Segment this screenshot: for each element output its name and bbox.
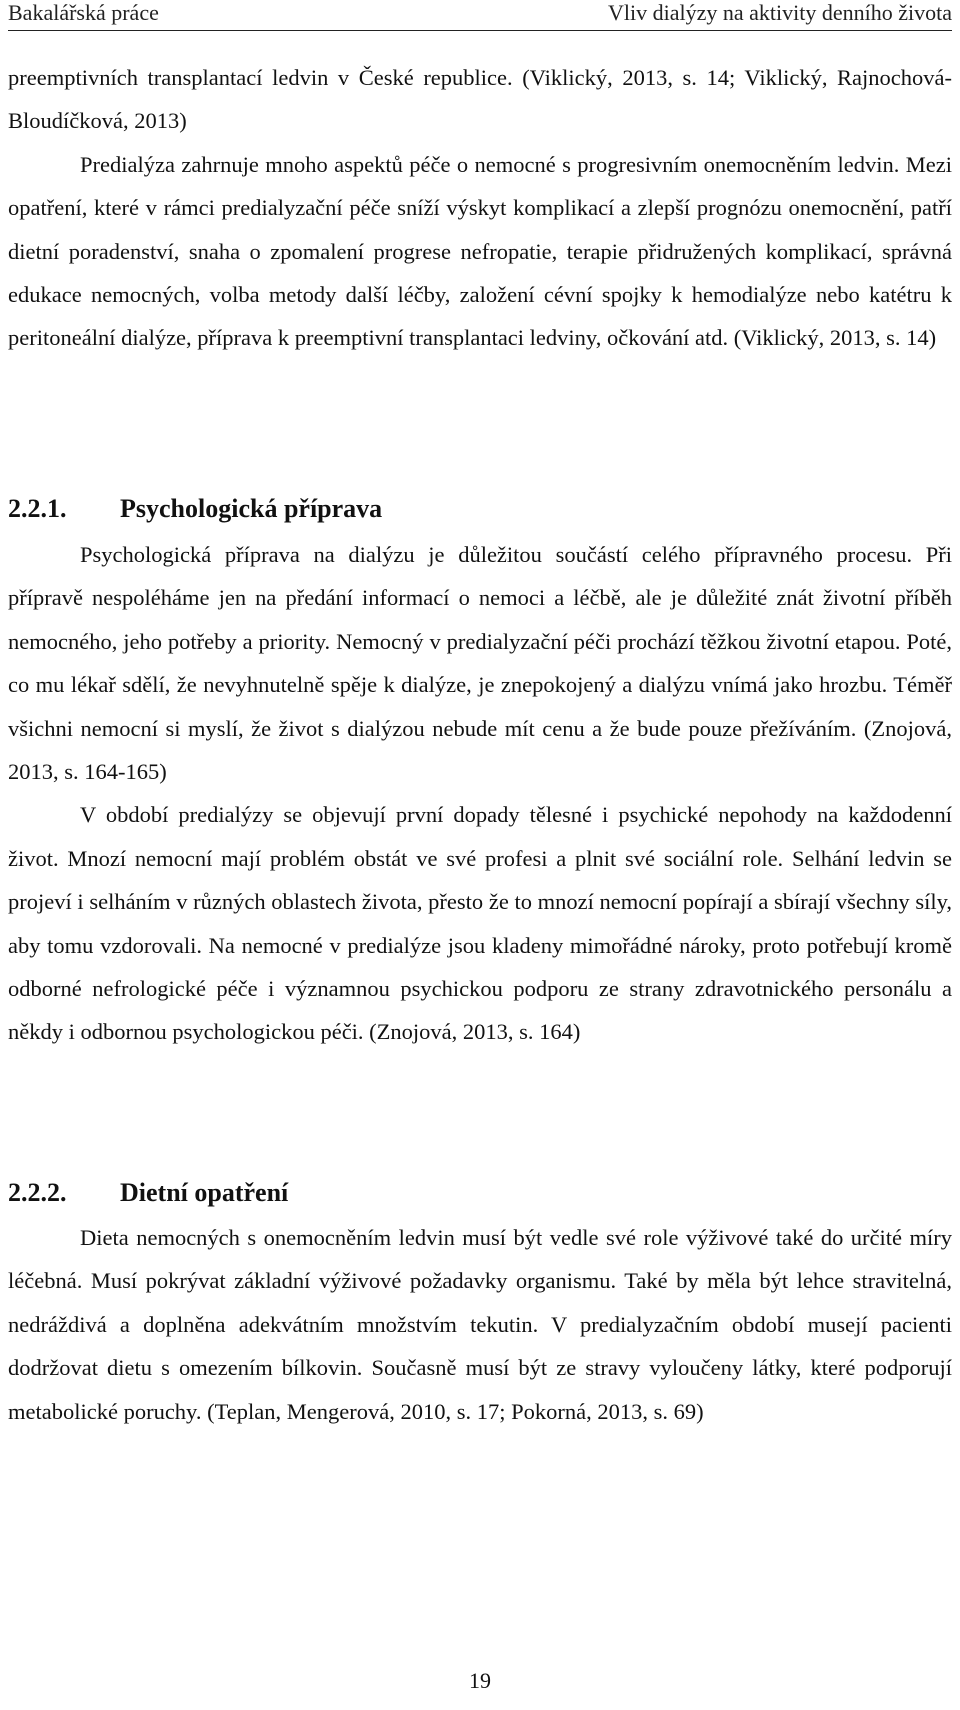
section-number: 2.2.2.	[8, 1178, 67, 1207]
psychological-text-block	[8, 533, 952, 1054]
paragraph-predialysis: Predialýza zahrnuje mnoho aspektů péče o nemocné s progresivním onemocněním ledvin. Mezi opatření, které v rámci predialyzační péče sníží výskyt komplikací a zlepší prognózu onemocnění, patří dietní poradenství, snaha o zpomalení progrese nefropatie, terapie přidružených komplikací, správná edukace nemocných, volba metody další léčby, založení cévní spojky k hemodialýze nebo katétru k peritoneální dialýze, příprava k preemptivní transplantaci ledviny, očkování atd. (Viklický, 2013, s. 14)	[8, 151, 952, 351]
section-heading-psychological	[8, 494, 382, 524]
running-header	[8, 0, 952, 31]
page-number: 19	[469, 1668, 491, 1693]
section-number: 2.2.1.	[8, 494, 67, 523]
diet-text-block	[8, 1216, 952, 1433]
section-title: Dietní opatření	[120, 1178, 289, 1207]
paragraph-psychological-preparation: Psychologická příprava na dialýzu je důležitou součástí celého přípravného procesu. Při přípravě nespoléháme jen na předání informací o nemoci a léčbě, ale je důležité znát životní příběh nemocného, jeho potřeby a priority. Nemocný v predialyzační péči prochází těžkou životní etapou. Poté, co mu lékař sdělí, že nevyhnutelně spěje k dialýze, je znepokojený a dialýzu vnímá jako hrozbu. Téměř všichni nemocní si myslí, že život s dialýzou nebude mít cenu a že bude pouze přežíváním. (Znojová, 2013, s. 164-165)	[8, 542, 952, 785]
section-heading-diet	[8, 1178, 288, 1208]
intro-text-block	[8, 56, 952, 360]
paragraph-diet: Dieta nemocných s onemocněním ledvin musí být vedle své role výživové také do určité míry léčebná. Musí pokrývat základní výživové požadavky organismu. Také by měla být lehce stravitelná, nedráždivá a doplněna adekvátním množstvím tekutin. V predialyzačním období musejí pacienti dodržovat dietu s omezením bílkovin. Současně musí být ze stravy vyloučeny látky, které podporují metabolické poruchy. (Teplan, Mengerová, 2010, s. 17; Pokorná, 2013, s. 69)	[8, 1225, 952, 1424]
paragraph-predialysis-impact: V období predialýzy se objevují první dopady tělesné i psychické nepohody na každodenní život. Mnozí nemocní mají problém obstát ve své profesi a plnit své sociální role. Selhání ledvin se projeví i selháním v různých oblastech života, přesto že to mnozí nemocní popírají a sbírají všechny síly, aby tomu vzdorovali. Na nemocné v predialýze jsou kladeny mimořádné nároky, proto potřebují kromě odborné nefrologické péče i významnou psychickou podporu ze strany zdravotnického personálu a někdy i odbornou psychologickou péči. (Znojová, 2013, s. 164)	[8, 802, 952, 1045]
header-thesis-title: Vliv dialýzy na aktivity denního života	[608, 0, 952, 25]
section-title: Psychologická příprava	[120, 494, 383, 523]
header-thesis-type: Bakalářská práce	[8, 0, 159, 25]
paragraph-continuation: preemptivních transplantací ledvin v České republice. (Viklický, 2013, s. 14; Viklický, Rajnochová-Bloudíčková, 2013)	[8, 65, 952, 134]
